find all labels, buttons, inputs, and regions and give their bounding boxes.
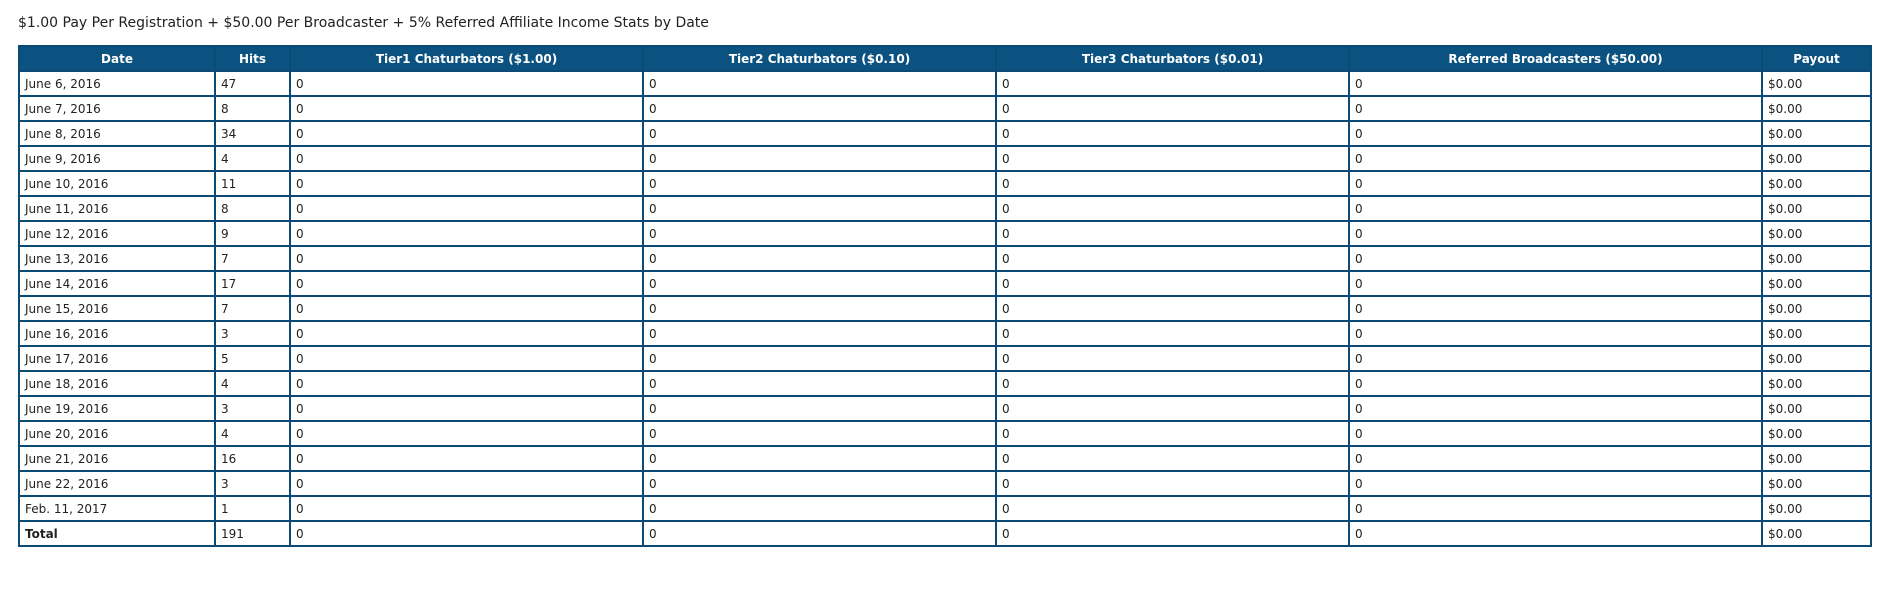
tier2-cell: 0 — [643, 421, 996, 446]
tier1-cell: 0 — [290, 496, 643, 521]
tier1-cell: 0 — [290, 246, 643, 271]
hits-cell: 4 — [215, 146, 290, 171]
table-row — [19, 121, 1871, 146]
tier2-cell: 0 — [643, 246, 996, 271]
tier3-cell: 0 — [996, 196, 1349, 221]
date-cell: June 17, 2016 — [19, 346, 215, 371]
table-row — [19, 396, 1871, 421]
tier2-cell: 0 — [643, 221, 996, 246]
tier2-cell: 0 — [643, 346, 996, 371]
hits-cell: 17 — [215, 271, 290, 296]
hits-cell: 4 — [215, 371, 290, 396]
referred-broadcasters-cell: 0 — [1349, 396, 1762, 421]
table-row — [19, 421, 1871, 446]
date-cell: June 18, 2016 — [19, 371, 215, 396]
tier3-cell: 0 — [996, 146, 1349, 171]
tier3-cell: 0 — [996, 321, 1349, 346]
date-cell: June 12, 2016 — [19, 221, 215, 246]
payout-cell: $0.00 — [1762, 171, 1871, 196]
tier3-cell: 0 — [996, 121, 1349, 146]
tier1-cell: 0 — [290, 296, 643, 321]
payout-cell: $0.00 — [1762, 221, 1871, 246]
date-cell: June 10, 2016 — [19, 171, 215, 196]
table-row — [19, 96, 1871, 121]
tier1-cell: 0 — [290, 321, 643, 346]
date-cell: June 9, 2016 — [19, 146, 215, 171]
table-row — [19, 196, 1871, 221]
tier2-cell: 0 — [643, 146, 996, 171]
payout-cell: $0.00 — [1762, 121, 1871, 146]
referred-broadcasters-cell: 0 — [1349, 371, 1762, 396]
tier1-cell: 0 — [290, 396, 643, 421]
tier3-cell: 0 — [996, 246, 1349, 271]
column-header-tier1: Tier1 Chaturbators ($1.00) — [290, 46, 643, 71]
total-row — [19, 521, 1871, 546]
payout-cell: $0.00 — [1762, 246, 1871, 271]
hits-cell: 9 — [215, 221, 290, 246]
tier3-cell: 0 — [996, 421, 1349, 446]
tier1-cell: 0 — [290, 71, 643, 96]
tier3-cell: 0 — [996, 371, 1349, 396]
hits-cell: 7 — [215, 296, 290, 321]
tier2-cell: 0 — [643, 321, 996, 346]
table-row — [19, 321, 1871, 346]
tier3-cell: 0 — [996, 396, 1349, 421]
tier3-cell: 0 — [996, 471, 1349, 496]
hits-cell: 16 — [215, 446, 290, 471]
tier2-cell: 0 — [643, 471, 996, 496]
payout-cell: $0.00 — [1762, 71, 1871, 96]
tier2-cell: 0 — [643, 71, 996, 96]
date-cell: June 21, 2016 — [19, 446, 215, 471]
tier2-cell: 0 — [643, 296, 996, 321]
referred-broadcasters-cell: 0 — [1349, 271, 1762, 296]
hits-cell: 3 — [215, 471, 290, 496]
tier3-cell: 0 — [996, 96, 1349, 121]
page-title: $1.00 Pay Per Registration + $50.00 Per Broadcaster + 5% Referred Affiliate Income Stats by Date — [18, 15, 709, 31]
table-body — [19, 71, 1871, 546]
payout-cell: $0.00 — [1762, 321, 1871, 346]
tier3-cell: 0 — [996, 296, 1349, 321]
hits-cell: 11 — [215, 171, 290, 196]
stats-table — [18, 45, 1872, 547]
payout-cell: $0.00 — [1762, 396, 1871, 421]
date-cell: June 7, 2016 — [19, 96, 215, 121]
tier2-cell: 0 — [643, 121, 996, 146]
date-cell: June 14, 2016 — [19, 271, 215, 296]
payout-cell: $0.00 — [1762, 471, 1871, 496]
tier1-cell: 0 — [290, 171, 643, 196]
referred-broadcasters-cell: 0 — [1349, 346, 1762, 371]
tier3-cell: 0 — [996, 171, 1349, 196]
date-cell: June 19, 2016 — [19, 396, 215, 421]
referred-broadcasters-cell: 0 — [1349, 471, 1762, 496]
referred-broadcasters-cell: 0 — [1349, 496, 1762, 521]
date-cell: June 13, 2016 — [19, 246, 215, 271]
tier2-cell: 0 — [643, 396, 996, 421]
table-row — [19, 371, 1871, 396]
date-cell: June 22, 2016 — [19, 471, 215, 496]
payout-cell: $0.00 — [1762, 296, 1871, 321]
hits-cell: 47 — [215, 71, 290, 96]
payout-cell: $0.00 — [1762, 271, 1871, 296]
table-row — [19, 496, 1871, 521]
table-row — [19, 296, 1871, 321]
table-row — [19, 346, 1871, 371]
hits-cell: 8 — [215, 96, 290, 121]
tier3-cell: 0 — [996, 346, 1349, 371]
tier1-cell: 0 — [290, 96, 643, 121]
referred-broadcasters-cell: 0 — [1349, 146, 1762, 171]
hits-cell: 34 — [215, 121, 290, 146]
date-cell: June 11, 2016 — [19, 196, 215, 221]
referred-broadcasters-cell: 0 — [1349, 71, 1762, 96]
tier3-cell: 0 — [996, 71, 1349, 96]
tier2-cell: 0 — [643, 496, 996, 521]
tier3-cell: 0 — [996, 446, 1349, 471]
hits-cell: 1 — [215, 496, 290, 521]
column-header-referred-broadcasters: Referred Broadcasters ($50.00) — [1349, 46, 1762, 71]
column-header-payout: Payout — [1762, 46, 1871, 71]
table-row — [19, 146, 1871, 171]
referred-broadcasters-cell: 0 — [1349, 296, 1762, 321]
table-row — [19, 71, 1871, 96]
payout-cell: $0.00 — [1762, 421, 1871, 446]
date-cell: June 20, 2016 — [19, 421, 215, 446]
hits-cell: 7 — [215, 246, 290, 271]
tier1-cell: 0 — [290, 371, 643, 396]
referred-broadcasters-cell: 0 — [1349, 196, 1762, 221]
tier2-cell: 0 — [643, 171, 996, 196]
total-tier3-cell: 0 — [996, 521, 1349, 546]
tier1-cell: 0 — [290, 446, 643, 471]
column-header-tier3: Tier3 Chaturbators ($0.01) — [996, 46, 1349, 71]
date-cell: Feb. 11, 2017 — [19, 496, 215, 521]
hits-cell: 8 — [215, 196, 290, 221]
payout-cell: $0.00 — [1762, 346, 1871, 371]
tier1-cell: 0 — [290, 471, 643, 496]
total-tier2-cell: 0 — [643, 521, 996, 546]
tier1-cell: 0 — [290, 346, 643, 371]
date-cell: June 16, 2016 — [19, 321, 215, 346]
referred-broadcasters-cell: 0 — [1349, 121, 1762, 146]
table-row — [19, 471, 1871, 496]
payout-cell: $0.00 — [1762, 96, 1871, 121]
payout-cell: $0.00 — [1762, 446, 1871, 471]
tier3-cell: 0 — [996, 496, 1349, 521]
tier3-cell: 0 — [996, 271, 1349, 296]
tier2-cell: 0 — [643, 96, 996, 121]
table-row — [19, 171, 1871, 196]
referred-broadcasters-cell: 0 — [1349, 246, 1762, 271]
tier1-cell: 0 — [290, 196, 643, 221]
tier2-cell: 0 — [643, 371, 996, 396]
table-header-row — [19, 46, 1871, 71]
referred-broadcasters-cell: 0 — [1349, 96, 1762, 121]
tier2-cell: 0 — [643, 446, 996, 471]
referred-broadcasters-cell: 0 — [1349, 171, 1762, 196]
table-row — [19, 221, 1871, 246]
referred-broadcasters-cell: 0 — [1349, 221, 1762, 246]
column-header-date: Date — [19, 46, 215, 71]
tier3-cell: 0 — [996, 221, 1349, 246]
tier1-cell: 0 — [290, 271, 643, 296]
hits-cell: 5 — [215, 346, 290, 371]
column-header-tier2: Tier2 Chaturbators ($0.10) — [643, 46, 996, 71]
total-payout-cell: $0.00 — [1762, 521, 1871, 546]
referred-broadcasters-cell: 0 — [1349, 446, 1762, 471]
date-cell: June 8, 2016 — [19, 121, 215, 146]
referred-broadcasters-cell: 0 — [1349, 321, 1762, 346]
total-referred-broadcasters-cell: 0 — [1349, 521, 1762, 546]
date-cell: June 15, 2016 — [19, 296, 215, 321]
hits-cell: 3 — [215, 321, 290, 346]
tier1-cell: 0 — [290, 146, 643, 171]
tier1-cell: 0 — [290, 421, 643, 446]
tier1-cell: 0 — [290, 221, 643, 246]
tier2-cell: 0 — [643, 196, 996, 221]
table-row — [19, 271, 1871, 296]
payout-cell: $0.00 — [1762, 496, 1871, 521]
hits-cell: 4 — [215, 421, 290, 446]
tier2-cell: 0 — [643, 271, 996, 296]
tier1-cell: 0 — [290, 121, 643, 146]
table-row — [19, 246, 1871, 271]
date-cell: June 6, 2016 — [19, 71, 215, 96]
payout-cell: $0.00 — [1762, 146, 1871, 171]
column-header-hits: Hits — [215, 46, 290, 71]
payout-cell: $0.00 — [1762, 371, 1871, 396]
total-tier1-cell: 0 — [290, 521, 643, 546]
hits-cell: 3 — [215, 396, 290, 421]
table-row — [19, 446, 1871, 471]
total-date-cell: Total — [19, 521, 215, 546]
total-hits-cell: 191 — [215, 521, 290, 546]
payout-cell: $0.00 — [1762, 196, 1871, 221]
referred-broadcasters-cell: 0 — [1349, 421, 1762, 446]
